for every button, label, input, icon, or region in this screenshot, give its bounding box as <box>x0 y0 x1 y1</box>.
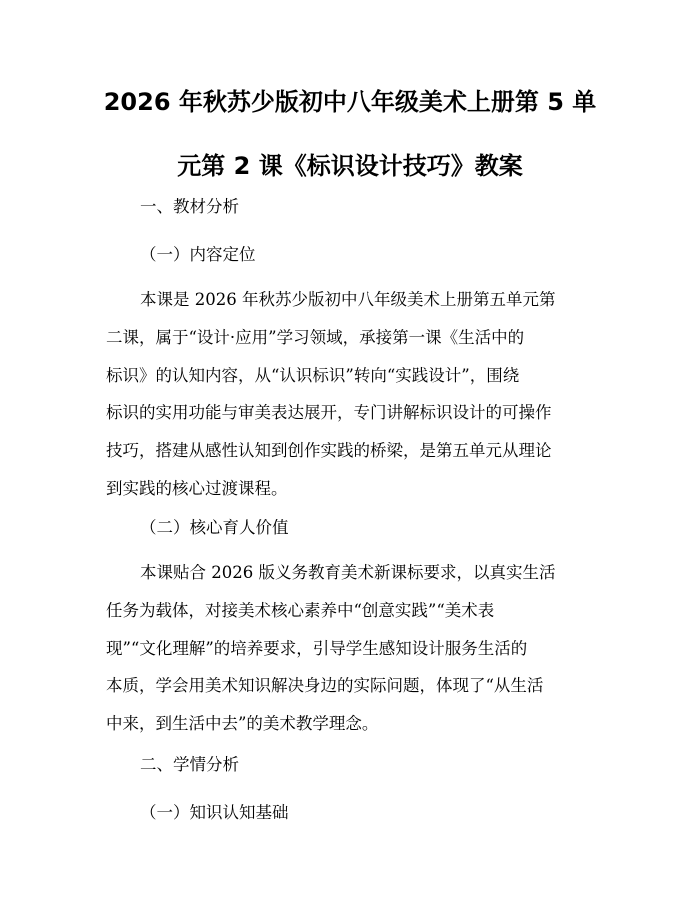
title-line-1: 2026 年秋苏少版初中八年级美术上册第 5 单 <box>103 88 597 116</box>
paragraph-line: 标识的实用功能与审美表达展开，专门讲解标识设计的可操作 <box>106 403 552 423</box>
paragraph-line: 本课是 2026 年秋苏少版初中八年级美术上册第五单元第 <box>140 290 556 309</box>
paragraph-core-educational-value <box>106 554 596 743</box>
paragraph-line: 任务为载体，对接美术核心素养中“创意实践”“美术表 <box>106 600 495 620</box>
paragraph-line: 本质，学会用美术知识解决身边的实际问题，体现了“从生活 <box>106 676 544 696</box>
paragraph-line: 标识》的认知内容，从“认识标识”转向“实践设计”，围绕 <box>106 365 520 385</box>
section-heading-teaching-material-analysis: 一、教材分析 <box>140 197 239 216</box>
paragraph-line: 中来，到生活中去”的美术教学理念。 <box>106 714 379 734</box>
section-heading-learner-analysis: 二、学情分析 <box>140 755 239 774</box>
paragraph-content-positioning <box>106 281 596 508</box>
subsection-heading-knowledge-foundation: （一）知识认知基础 <box>140 803 289 822</box>
paragraph-line: 本课贴合 2026 版义务教育美术新课标要求，以真实生活 <box>140 563 556 582</box>
paragraph-line: 到实践的核心过渡课程。 <box>106 478 288 498</box>
document-title <box>96 70 604 198</box>
paragraph-line: 现”“文化理解”的培养要求，引导学生感知设计服务生活的 <box>106 638 528 658</box>
paragraph-line: 技巧，搭建从感性认知到创作实践的桥梁，是第五单元从理论 <box>106 441 552 461</box>
paragraph-line: 二课，属于“设计·应用”学习领域，承接第一课《生活中的 <box>106 327 525 347</box>
title-line-2: 元第 2 课《标识设计技巧》教案 <box>177 152 523 180</box>
subsection-heading-content-positioning: （一）内容定位 <box>140 245 256 264</box>
subsection-heading-core-educational-value: （二）核心育人价值 <box>140 518 289 537</box>
